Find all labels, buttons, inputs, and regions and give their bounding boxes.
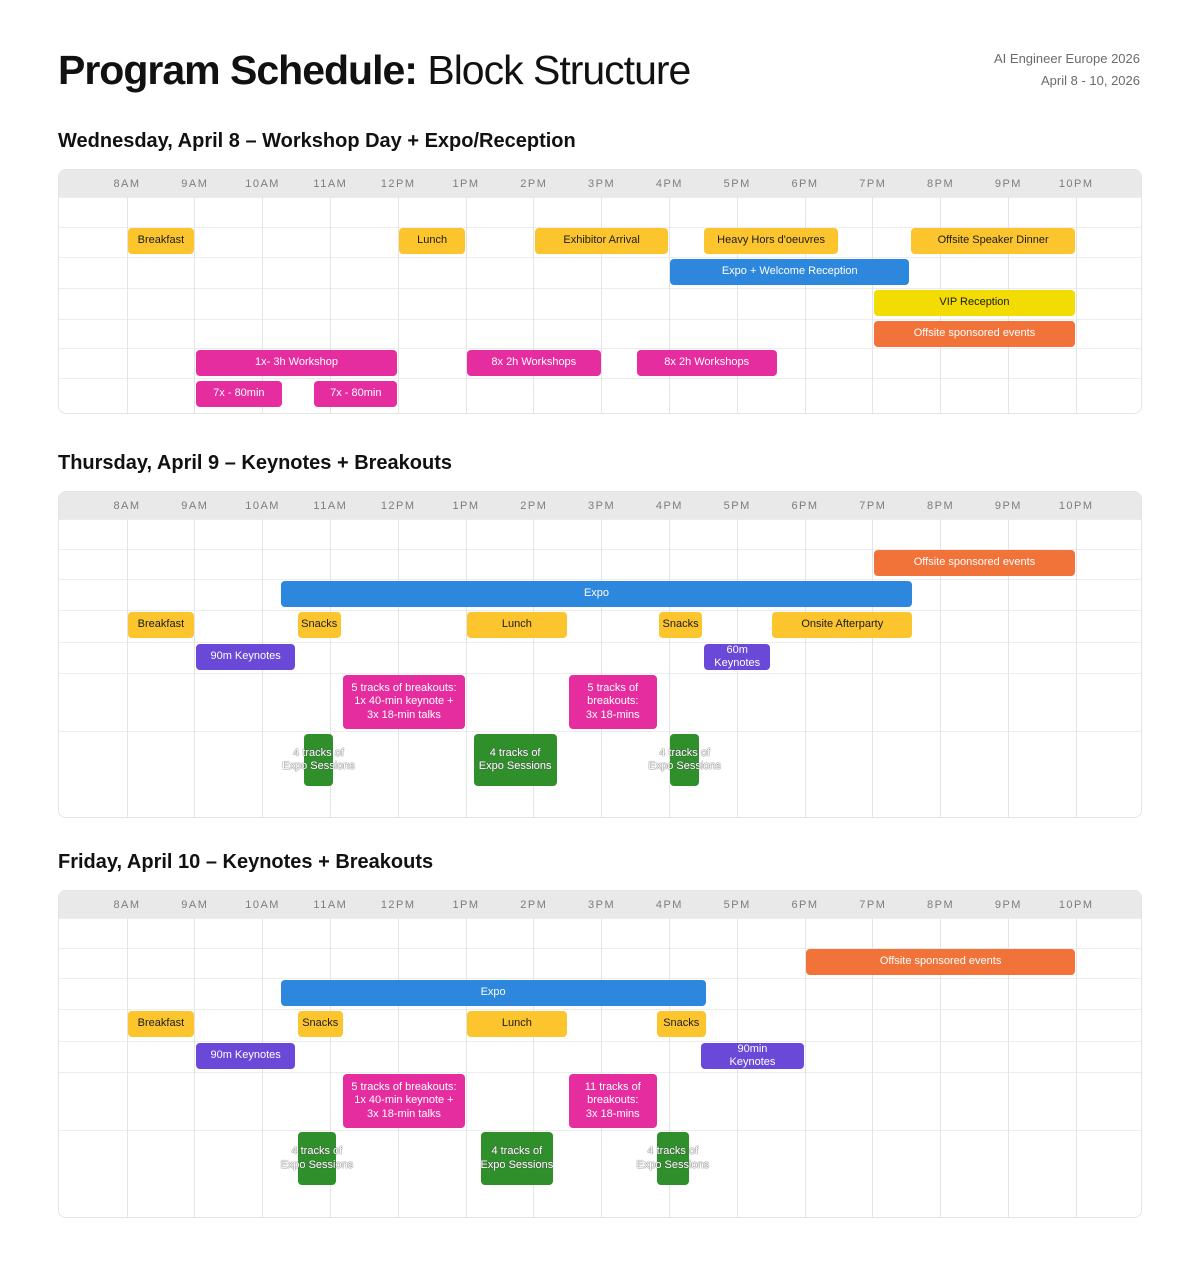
event-label: 4 tracks of Expo Sessions	[480, 1145, 554, 1171]
event-label: 4 tracks of Expo Sessions	[648, 746, 722, 772]
event-block-pink[interactable]	[314, 381, 397, 407]
hour-label: 9AM	[181, 500, 209, 512]
event-label: Breakfast	[137, 234, 185, 247]
event-label: Breakfast	[137, 1017, 185, 1030]
event-block-lime[interactable]	[874, 290, 1075, 316]
hour-label: 10AM	[245, 899, 280, 911]
row-divider	[59, 610, 1141, 611]
time-header	[59, 891, 1141, 918]
row-divider	[59, 673, 1141, 674]
time-header	[59, 170, 1141, 197]
event-label: Snacks	[302, 1017, 339, 1030]
event-label: 4 tracks of Expo Sessions	[282, 746, 355, 772]
event-label: Expo	[583, 587, 610, 600]
event-name: AI Engineer Europe 2026	[994, 51, 1140, 66]
event-label: 4 tracks of Expo Sessions	[478, 746, 552, 772]
event-block-pink[interactable]	[637, 350, 777, 376]
event-info	[994, 48, 1140, 92]
row-divider	[59, 978, 1141, 979]
hour-label: 9AM	[181, 899, 209, 911]
hour-gridline	[127, 918, 128, 1217]
event-block-orange[interactable]	[874, 321, 1075, 347]
hour-gridline	[194, 519, 195, 817]
event-block-yellow[interactable]	[128, 228, 194, 254]
hour-gridline	[466, 918, 467, 1217]
hour-label: 9AM	[181, 178, 209, 190]
event-label: 90m Keynotes	[210, 1049, 281, 1062]
hour-label: 9PM	[994, 500, 1022, 512]
hour-gridline	[398, 519, 399, 817]
hour-label: 11AM	[313, 500, 348, 512]
event-label: 7x - 80min	[213, 387, 265, 400]
row-divider	[59, 378, 1141, 379]
event-block-green[interactable]	[474, 734, 557, 786]
row-divider	[59, 731, 1141, 732]
hour-label: 10AM	[245, 500, 280, 512]
event-block-yellow[interactable]	[704, 228, 838, 254]
event-dates: April 8 - 10, 2026	[1040, 73, 1140, 88]
hour-label: 9PM	[994, 178, 1022, 190]
event-block-orange[interactable]	[874, 550, 1075, 576]
row-divider	[59, 288, 1141, 289]
event-block-pink[interactable]	[569, 675, 657, 729]
hour-label: 4PM	[655, 500, 683, 512]
page-title	[58, 44, 690, 96]
event-label: Expo	[480, 986, 506, 999]
event-label: Offsite sponsored events	[913, 556, 1036, 569]
hour-label: 10AM	[245, 178, 280, 190]
event-label: 11 tracks of breakouts: 3x 18-mins	[584, 1080, 641, 1120]
row-divider	[59, 348, 1141, 349]
hour-label: 2PM	[520, 500, 548, 512]
schedule-grid-friday	[58, 890, 1142, 1218]
row-divider	[59, 1072, 1141, 1073]
event-block-yellow[interactable]	[467, 1011, 567, 1037]
event-block-yellow[interactable]	[399, 228, 465, 254]
event-label: Snacks	[663, 1017, 700, 1030]
event-label: Snacks	[301, 618, 338, 631]
hour-label: 1PM	[452, 500, 480, 512]
hour-gridline	[669, 197, 670, 413]
hour-label: 11AM	[313, 899, 348, 911]
schedule-grid-wednesday	[58, 169, 1142, 414]
row-divider	[59, 319, 1141, 320]
event-block-purple[interactable]	[701, 1043, 804, 1069]
hour-label: 3PM	[588, 899, 616, 911]
hour-label: 6PM	[791, 500, 819, 512]
page-title-light: Block Structure	[427, 47, 691, 93]
event-label: Offsite sponsored events	[913, 327, 1036, 340]
hour-label: 6PM	[791, 178, 819, 190]
hour-label: 12PM	[380, 899, 416, 911]
hour-gridline	[194, 918, 195, 1217]
event-block-blue[interactable]	[281, 980, 706, 1006]
hour-label: 1PM	[452, 899, 480, 911]
event-block-yellow[interactable]	[659, 612, 702, 638]
day-title-wednesday: Wednesday, April 8 – Workshop Day + Expo/Reception	[58, 130, 576, 152]
hour-gridline	[127, 519, 128, 817]
event-label: VIP Reception	[939, 296, 1010, 309]
event-label: Exhibitor Arrival	[563, 234, 640, 247]
event-block-yellow[interactable]	[298, 612, 341, 638]
event-label: Lunch	[417, 234, 448, 247]
event-label: Breakfast	[137, 618, 185, 631]
hour-label: 10PM	[1058, 500, 1094, 512]
event-label: Snacks	[662, 618, 699, 631]
event-block-yellow[interactable]	[128, 1011, 194, 1037]
row-divider	[59, 579, 1141, 580]
hour-gridline	[1076, 197, 1077, 413]
event-label: Lunch	[501, 618, 532, 631]
time-header	[59, 492, 1141, 519]
hour-gridline	[805, 519, 806, 817]
hour-label: 1PM	[452, 178, 480, 190]
hour-label: 7PM	[859, 899, 887, 911]
event-label: 5 tracks of breakouts: 1x 40-min keynote + 3x 18-min talks	[351, 681, 457, 721]
event-label: 5 tracks of breakouts: 1x 40-min keynote + 3x 18-min talks	[351, 1080, 457, 1120]
hour-label: 3PM	[588, 178, 616, 190]
event-label: Expo + Welcome Reception	[721, 265, 858, 278]
event-block-yellow[interactable]	[911, 228, 1075, 254]
event-label: 1x- 3h Workshop	[255, 356, 338, 369]
row-divider	[59, 197, 1141, 198]
event-block-yellow[interactable]	[657, 1011, 706, 1037]
event-label: 8x 2h Workshops	[664, 356, 750, 369]
hour-label: 8AM	[113, 500, 141, 512]
hour-label: 11AM	[313, 178, 348, 190]
hour-label: 10PM	[1058, 178, 1094, 190]
event-block-purple[interactable]	[196, 644, 296, 670]
row-divider	[59, 519, 1141, 520]
hour-label: 4PM	[655, 899, 683, 911]
hour-label: 7PM	[859, 500, 887, 512]
hour-gridline	[601, 519, 602, 817]
event-label: 4 tracks of Expo Sessions	[636, 1145, 710, 1171]
event-label: 5 tracks of breakouts: 3x 18-mins	[585, 681, 640, 721]
event-block-green[interactable]	[282, 734, 355, 786]
hour-label: 8PM	[927, 899, 955, 911]
hour-label: 9PM	[994, 899, 1022, 911]
event-block-green[interactable]	[636, 1132, 710, 1185]
event-block-pink[interactable]	[343, 675, 465, 729]
hour-label: 3PM	[588, 500, 616, 512]
event-block-blue[interactable]	[670, 259, 909, 285]
event-block-green[interactable]	[280, 1132, 354, 1185]
hour-label: 5PM	[723, 899, 751, 911]
event-block-pink[interactable]	[467, 350, 601, 376]
event-block-yellow[interactable]	[535, 228, 669, 254]
hour-gridline	[398, 918, 399, 1217]
event-label: 8x 2h Workshops	[491, 356, 577, 369]
hour-label: 8PM	[927, 500, 955, 512]
day-title-friday: Friday, April 10 – Keynotes + Breakouts	[58, 851, 434, 873]
hour-gridline	[601, 918, 602, 1217]
day-title-thursday: Thursday, April 9 – Keynotes + Breakouts	[58, 452, 453, 474]
hour-label: 2PM	[520, 178, 548, 190]
hour-gridline	[194, 197, 195, 413]
hour-label: 6PM	[791, 899, 819, 911]
event-block-pink[interactable]	[569, 1074, 657, 1128]
event-label: Offsite Speaker Dinner	[937, 234, 1049, 247]
event-label: 90m Keynotes	[210, 650, 281, 663]
hour-label: 5PM	[723, 178, 751, 190]
event-block-green[interactable]	[481, 1132, 554, 1185]
event-block-yellow[interactable]	[772, 612, 912, 638]
hour-label: 4PM	[655, 178, 683, 190]
event-block-pink[interactable]	[196, 381, 282, 407]
event-label: Lunch	[501, 1017, 532, 1030]
hour-label: 8PM	[927, 178, 955, 190]
event-label: Heavy Hors d'oeuvres	[717, 234, 826, 247]
hour-label: 8AM	[113, 178, 141, 190]
event-label: 60m Keynotes	[714, 643, 761, 669]
event-label: 7x - 80min	[330, 387, 382, 400]
page-title-bold: Program Schedule:	[58, 47, 417, 93]
hour-label: 10PM	[1058, 899, 1094, 911]
hour-label: 7PM	[859, 178, 887, 190]
row-divider	[59, 918, 1141, 919]
event-block-pink[interactable]	[343, 1074, 465, 1128]
row-divider	[59, 642, 1141, 643]
hour-label: 12PM	[380, 178, 416, 190]
hour-label: 2PM	[520, 899, 548, 911]
event-label: 90min Keynotes	[729, 1042, 776, 1068]
event-block-yellow[interactable]	[128, 612, 194, 638]
event-label: Onsite Afterparty	[801, 618, 884, 631]
event-block-purple[interactable]	[196, 1043, 296, 1069]
row-divider	[59, 1009, 1141, 1010]
hour-gridline	[466, 519, 467, 817]
hour-gridline	[1076, 519, 1077, 817]
event-block-purple[interactable]	[704, 644, 770, 670]
event-label: 4 tracks of Expo Sessions	[280, 1145, 354, 1171]
hour-gridline	[466, 197, 467, 413]
hour-label: 8AM	[113, 899, 141, 911]
event-label: Offsite sponsored events	[879, 955, 1002, 968]
event-block-green[interactable]	[648, 734, 722, 786]
row-divider	[59, 1130, 1141, 1131]
hour-label: 5PM	[723, 500, 751, 512]
row-divider	[59, 1041, 1141, 1042]
hour-gridline	[533, 197, 534, 413]
schedule-grid-thursday	[58, 491, 1142, 818]
row-divider	[59, 257, 1141, 258]
hour-gridline	[1076, 918, 1077, 1217]
event-block-pink[interactable]	[196, 350, 397, 376]
event-block-blue[interactable]	[281, 581, 913, 607]
event-block-yellow[interactable]	[298, 1011, 343, 1037]
event-block-orange[interactable]	[806, 949, 1075, 975]
event-block-yellow[interactable]	[467, 612, 567, 638]
hour-label: 12PM	[380, 500, 416, 512]
